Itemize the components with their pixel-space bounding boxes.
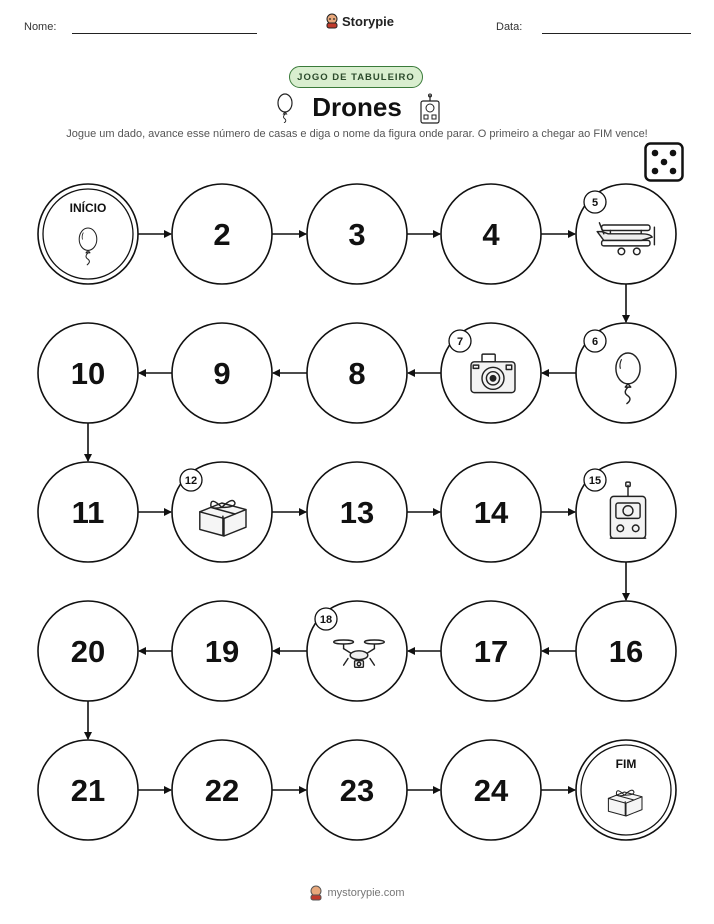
board-square-7	[441, 323, 541, 423]
mascot-icon	[309, 885, 323, 901]
square-number-badge: 18	[319, 614, 333, 626]
square-number: 10	[70, 356, 106, 391]
board-square-15	[576, 462, 676, 562]
game-type-badge: JOGO DE TABULEIRO	[289, 66, 423, 88]
square-number-badge: 7	[456, 336, 464, 348]
square-number: 21	[70, 773, 106, 808]
board-square-25	[576, 740, 676, 840]
square-number: 2	[213, 217, 231, 252]
board-square-6	[576, 323, 676, 423]
square-number-badge: 5	[591, 197, 599, 209]
board-square-8	[307, 323, 407, 423]
square-number: 23	[339, 773, 375, 808]
board-square-11	[38, 462, 138, 562]
start-label: INÍCIO	[69, 201, 107, 215]
page-title: Drones	[312, 92, 402, 122]
board-square-1	[38, 184, 138, 284]
name-label: Nome:	[24, 21, 57, 33]
square-number: 3	[348, 217, 366, 252]
board-square-16	[576, 601, 676, 701]
board-square-22	[172, 740, 272, 840]
square-number-badge: 6	[591, 336, 599, 348]
square-number: 11	[71, 495, 105, 530]
board-square-5	[576, 184, 676, 284]
square-number: 20	[70, 634, 106, 669]
square-number-badge: 12	[184, 475, 198, 487]
board-square-19	[172, 601, 272, 701]
instructions-text: Jogue um dado, avance esse número de casas e diga o nome da figura onde parar. O primeiro a chegar ao FIM vence!	[66, 128, 648, 140]
date-label: Data:	[496, 21, 523, 33]
square-number: 14	[473, 495, 509, 530]
square-number: 17	[473, 634, 509, 669]
square-number: 9	[213, 356, 231, 391]
footer-url[interactable]: mystorypie.com	[327, 887, 405, 899]
board-square-24	[441, 740, 541, 840]
board-square-10	[38, 323, 138, 423]
board-square-23	[307, 740, 407, 840]
board-square-13	[307, 462, 407, 562]
square-number: 24	[473, 773, 509, 808]
board-square-3	[307, 184, 407, 284]
board-square-18	[307, 601, 407, 701]
square-number: 8	[348, 356, 366, 391]
board-square-9	[172, 323, 272, 423]
square-number: 4	[482, 217, 500, 252]
end-label: FIM	[615, 757, 637, 771]
board-square-12	[172, 462, 272, 562]
board-square-14	[441, 462, 541, 562]
brand-name: Storypie	[342, 13, 395, 29]
square-number-badge: 15	[588, 475, 602, 487]
board-square-17	[441, 601, 541, 701]
footer	[0, 885, 714, 901]
board-square-2	[172, 184, 272, 284]
square-number: 16	[608, 634, 644, 669]
board-square-20	[38, 601, 138, 701]
board-square-4	[441, 184, 541, 284]
square-number: 22	[204, 773, 240, 808]
square-number: 13	[339, 495, 375, 530]
board-square-21	[38, 740, 138, 840]
square-number: 19	[204, 634, 240, 669]
